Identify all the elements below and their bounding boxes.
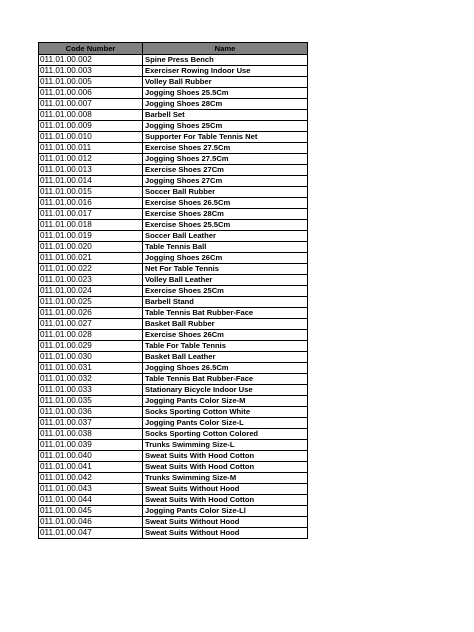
name-cell: Exercise Shoes 25Cm [143,286,308,297]
name-cell: Barbell Set [143,110,308,121]
table-row [39,220,308,231]
name-cell: Jogging Shoes 25.5Cm [143,88,308,99]
code-number-cell: 011.01.00.003 [39,66,143,77]
code-number-cell: 011.01.00.019 [39,231,143,242]
name-cell: Exercise Shoes 26.5Cm [143,198,308,209]
name-cell: Sweat Suits Without Hood [143,517,308,528]
name-cell: Basket Ball Leather [143,352,308,363]
table-row [39,253,308,264]
code-number-cell: 011.01.00.017 [39,209,143,220]
table-row [39,264,308,275]
table-row [39,495,308,506]
code-number-cell: 011.01.00.012 [39,154,143,165]
header-row [39,43,308,55]
code-number-cell: 011.01.00.030 [39,352,143,363]
table-row [39,110,308,121]
name-cell: Jogging Shoes 26Cm [143,253,308,264]
name-cell: Table For Table Tennis [143,341,308,352]
name-cell: Socks Sporting Cotton Colored [143,429,308,440]
name-cell: Volley Ball Rubber [143,77,308,88]
name-cell: Sweat Suits With Hood Cotton [143,495,308,506]
table-row [39,198,308,209]
table-row [39,165,308,176]
table-row [39,363,308,374]
code-number-cell: 011.01.00.023 [39,275,143,286]
name-cell: Exercise Shoes 25.5Cm [143,220,308,231]
code-number-cell: 011.01.00.032 [39,374,143,385]
name-cell: Supporter For Table Tennis Net [143,132,308,143]
table-row [39,462,308,473]
name-cell: Sweat Suits With Hood Cotton [143,462,308,473]
name-cell: Trunks Swimming Size-M [143,473,308,484]
name-cell: Jogging Shoes 26.5Cm [143,363,308,374]
table-body [39,55,308,539]
code-number-cell: 011.01.00.038 [39,429,143,440]
name-cell: Sweat Suits Without Hood [143,484,308,495]
name-cell: Sweat Suits Without Hood [143,528,308,539]
code-number-cell: 011.01.00.015 [39,187,143,198]
name-cell: Basket Ball Rubber [143,319,308,330]
table-row [39,132,308,143]
name-cell: Soccer Ball Rubber [143,187,308,198]
code-number-cell: 011.01.00.024 [39,286,143,297]
name-cell: Socks Sporting Cotton White [143,407,308,418]
code-number-cell: 011.01.00.005 [39,77,143,88]
table-row [39,330,308,341]
code-number-cell: 011.01.00.008 [39,110,143,121]
table-row [39,396,308,407]
code-number-cell: 011.01.00.013 [39,165,143,176]
table-row [39,308,308,319]
code-number-cell: 011.01.00.037 [39,418,143,429]
code-number-cell: 011.01.00.009 [39,121,143,132]
name-cell: Barbell Stand [143,297,308,308]
table-row [39,99,308,110]
table-row [39,275,308,286]
code-number-cell: 011.01.00.047 [39,528,143,539]
table-row [39,506,308,517]
name-cell: Jogging Pants Color Size-M [143,396,308,407]
name-cell: Trunks Swimming Size-L [143,440,308,451]
code-number-cell: 011.01.00.042 [39,473,143,484]
code-number-cell: 011.01.00.006 [39,88,143,99]
name-cell: Table Tennis Bat Rubber-Face [143,308,308,319]
code-number-cell: 011.01.00.044 [39,495,143,506]
table-row [39,484,308,495]
code-number-cell: 011.01.00.007 [39,99,143,110]
code-number-cell: 011.01.00.035 [39,396,143,407]
table-row [39,77,308,88]
code-number-cell: 011.01.00.039 [39,440,143,451]
table-row [39,440,308,451]
table-row [39,209,308,220]
code-number-cell: 011.01.00.010 [39,132,143,143]
name-cell: Exercise Shoes 26Cm [143,330,308,341]
code-number-cell: 011.01.00.002 [39,55,143,66]
name-header: Name [143,43,308,55]
table-row [39,319,308,330]
code-number-cell: 011.01.00.026 [39,308,143,319]
name-cell: Spine Press Bench [143,55,308,66]
code-number-cell: 011.01.00.046 [39,517,143,528]
code-number-cell: 011.01.00.043 [39,484,143,495]
name-cell: Exercise Shoes 27Cm [143,165,308,176]
code-number-cell: 011.01.00.021 [39,253,143,264]
name-cell: Jogging Shoes 28Cm [143,99,308,110]
name-cell: Jogging Shoes 25Cm [143,121,308,132]
code-number-cell: 011.01.00.022 [39,264,143,275]
name-cell: Net For Table Tennis [143,264,308,275]
name-cell: Exerciser Rowing Indoor Use [143,66,308,77]
name-cell: Table Tennis Ball [143,242,308,253]
code-number-cell: 011.01.00.025 [39,297,143,308]
code-number-cell: 011.01.00.018 [39,220,143,231]
code-number-cell: 011.01.00.036 [39,407,143,418]
table-row [39,187,308,198]
code-number-cell: 011.01.00.031 [39,363,143,374]
name-cell: Stationary Bicycle Indoor Use [143,385,308,396]
code-number-cell: 011.01.00.041 [39,462,143,473]
table-row [39,143,308,154]
name-cell: Jogging Shoes 27.5Cm [143,154,308,165]
table-row [39,517,308,528]
table-row [39,528,308,539]
name-cell: Jogging Shoes 27Cm [143,176,308,187]
code-number-cell: 011.01.00.029 [39,341,143,352]
code-number-cell: 011.01.00.020 [39,242,143,253]
table-row [39,429,308,440]
name-cell: Volley Ball Leather [143,275,308,286]
table-row [39,154,308,165]
table-row [39,242,308,253]
table-row [39,473,308,484]
code-table [38,42,308,539]
code-number-cell: 011.01.00.045 [39,506,143,517]
table-row [39,451,308,462]
spreadsheet-page [38,42,307,539]
table-row [39,407,308,418]
table-row [39,55,308,66]
name-cell: Table Tennis Bat Rubber-Face [143,374,308,385]
table-row [39,176,308,187]
code-number-cell: 011.01.00.027 [39,319,143,330]
code-number-cell: 011.01.00.028 [39,330,143,341]
table-row [39,341,308,352]
table-row [39,66,308,77]
name-cell: Jogging Pants Color Size-Ll [143,506,308,517]
name-cell: Exercise Shoes 27.5Cm [143,143,308,154]
code-number-cell: 011.01.00.016 [39,198,143,209]
table-row [39,374,308,385]
table-row [39,88,308,99]
code-number-cell: 011.01.00.040 [39,451,143,462]
table-row [39,418,308,429]
table-row [39,286,308,297]
code-number-cell: 011.01.00.014 [39,176,143,187]
code-number-cell: 011.01.00.033 [39,385,143,396]
table-row [39,121,308,132]
name-cell: Jogging Pants Color Size-L [143,418,308,429]
name-cell: Sweat Suits With Hood Cotton [143,451,308,462]
name-cell: Exercise Shoes 28Cm [143,209,308,220]
table-row [39,385,308,396]
code-number-cell: 011.01.00.011 [39,143,143,154]
name-cell: Soccer Ball Leather [143,231,308,242]
table-row [39,352,308,363]
table-row [39,231,308,242]
code-number-header: Code Number [39,43,143,55]
table-row [39,297,308,308]
